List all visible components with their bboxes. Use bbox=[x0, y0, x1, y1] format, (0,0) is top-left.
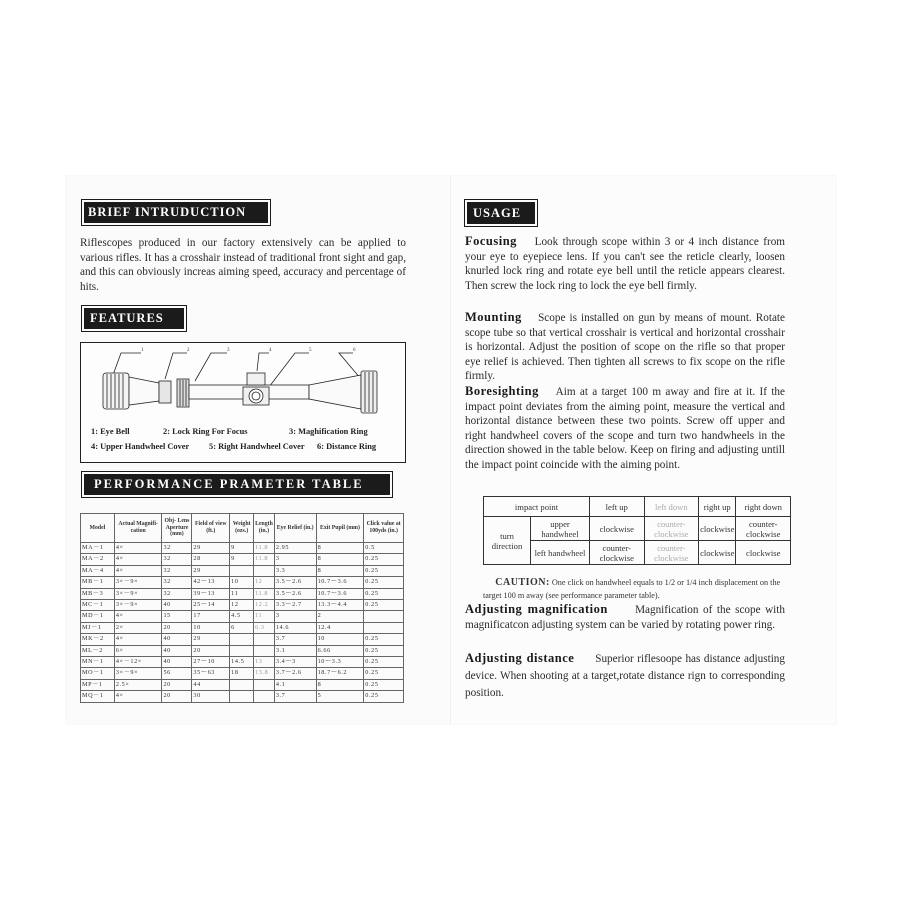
table-cell: MP－1 bbox=[81, 679, 115, 690]
table-cell: 3 bbox=[274, 611, 316, 622]
table-cell: 4× bbox=[114, 543, 162, 554]
callout-2: 2 bbox=[187, 348, 190, 353]
table-cell: 4.5 bbox=[230, 611, 254, 622]
perf-header-8: Click value at 100yds (in.) bbox=[364, 514, 404, 543]
table-cell: 0.25 bbox=[364, 565, 404, 576]
table-cell: 10 bbox=[316, 634, 364, 645]
table-cell: 29 bbox=[192, 543, 230, 554]
table-cell: 4× bbox=[114, 611, 162, 622]
table-cell: 2 bbox=[316, 611, 364, 622]
table-cell: 13.3～4.4 bbox=[316, 600, 364, 611]
upper-right-down: counter-clockwise bbox=[736, 517, 791, 541]
table-cell: ML－2 bbox=[81, 645, 115, 656]
table-cell: 12.2 bbox=[254, 600, 275, 611]
table-cell: 11 bbox=[254, 611, 275, 622]
right-page bbox=[451, 176, 836, 724]
table-cell: 17 bbox=[192, 611, 230, 622]
table-cell: 6 bbox=[230, 622, 254, 633]
table-cell: 8 bbox=[316, 543, 364, 554]
table-row bbox=[81, 634, 404, 645]
table-cell: 3×－9× bbox=[114, 588, 162, 599]
adjusting-magnification-text: Magnification of the scope with magnificatcon adjusting system can be varied by rotating power ring. bbox=[465, 604, 785, 631]
table-cell: 40 bbox=[162, 634, 192, 645]
performance-table-header bbox=[81, 514, 404, 543]
col-left-down: left down bbox=[644, 497, 699, 517]
boresighting-text: Aim at a target 100 m away and fire at it. If the impact point deviates from the aiming point, measure the vertical and horizontal distance between these two points. Screw off upper and right handwheel covers of the scope and turn two handwheels in the direction showed in the table below. Keep on firing and adjusting untill the impact point coincide with the aiming point. bbox=[465, 386, 785, 471]
table-cell: 9 bbox=[230, 543, 254, 554]
table-cell: 3.7～2.6 bbox=[274, 668, 316, 679]
table-cell: 0.25 bbox=[364, 657, 404, 668]
left-page bbox=[66, 176, 451, 724]
table-cell: 0.25 bbox=[364, 634, 404, 645]
table-cell: 11.8 bbox=[254, 588, 275, 599]
table-row bbox=[81, 691, 404, 702]
table-cell: MA－2 bbox=[81, 554, 115, 565]
table-cell: 6× bbox=[114, 645, 162, 656]
table-cell: 3.1 bbox=[274, 645, 316, 656]
table-cell: 20 bbox=[162, 622, 192, 633]
table-cell: 3 bbox=[274, 554, 316, 565]
table-cell: 20 bbox=[162, 691, 192, 702]
table-cell: 0.25 bbox=[364, 554, 404, 565]
table-cell: 32 bbox=[162, 565, 192, 576]
upper-handwheel-label: upper handwheel bbox=[531, 517, 590, 541]
focusing-text: Look through scope within 3 or 4 inch distance from your eye to eyepiece lens. If you can't see the reticle clearly, loosen knurled lock ring and rotate eye bell until the reticle appears clearest. Then screw the lock ring to lock the eye bell firmly. bbox=[465, 236, 786, 292]
adjusting-magnification-section bbox=[465, 602, 785, 632]
table-cell: 27～10 bbox=[192, 657, 230, 668]
table-cell: 10 bbox=[192, 622, 230, 633]
adjusting-distance-heading: Adjusting distance bbox=[465, 651, 575, 665]
table-cell: 3.4～3 bbox=[274, 657, 316, 668]
table-row bbox=[81, 543, 404, 554]
table-cell: 3.3 bbox=[274, 565, 316, 576]
table-cell: 4× bbox=[114, 691, 162, 702]
table-cell: MB－1 bbox=[81, 577, 115, 588]
lower-left-down: counter-clockwise bbox=[644, 541, 699, 565]
legend-magnification-ring: 3: Maghification Ring bbox=[289, 427, 368, 436]
table-cell: 12 bbox=[230, 600, 254, 611]
table-row bbox=[81, 565, 404, 576]
usage-heading: USAGE bbox=[467, 202, 535, 224]
table-cell: 35～63 bbox=[192, 668, 230, 679]
table-cell bbox=[230, 679, 254, 690]
legend-right-handwheel: 5: Right Handwheel Cover bbox=[209, 442, 305, 451]
table-cell: 8 bbox=[316, 565, 364, 576]
table-cell: 10.7～3.6 bbox=[316, 588, 364, 599]
table-cell: 0.25 bbox=[364, 668, 404, 679]
table-cell bbox=[364, 622, 404, 633]
table-cell: 0.25 bbox=[364, 691, 404, 702]
legend-eye-bell: 1: Eye Bell bbox=[91, 427, 130, 436]
table-cell: 3.5～2.6 bbox=[274, 588, 316, 599]
left-handwheel-label: left handwheel bbox=[531, 541, 590, 565]
impact-point-header: impact point bbox=[484, 497, 590, 517]
table-cell: 12 bbox=[254, 577, 275, 588]
table-cell: 3.7 bbox=[274, 634, 316, 645]
table-cell: 40 bbox=[162, 645, 192, 656]
table-cell: MC－1 bbox=[81, 600, 115, 611]
table-cell: 40 bbox=[162, 657, 192, 668]
lower-right-up: clockwise bbox=[699, 541, 736, 565]
performance-table bbox=[80, 513, 404, 703]
table-cell: 8 bbox=[316, 554, 364, 565]
table-cell: 12.4 bbox=[316, 622, 364, 633]
table-cell: 8 bbox=[316, 679, 364, 690]
performance-table-body bbox=[81, 543, 404, 703]
focusing-section bbox=[465, 234, 785, 293]
direction-table bbox=[483, 496, 791, 565]
col-right-up: right up bbox=[699, 497, 736, 517]
table-cell: 4× bbox=[114, 554, 162, 565]
table-cell bbox=[230, 691, 254, 702]
table-cell: 32 bbox=[162, 554, 192, 565]
table-cell: MB－3 bbox=[81, 588, 115, 599]
caution-text: One click on handwheel equals to 1/2 or 1/4 inch displacement on the target 100 m away (see performance parameter table). bbox=[483, 578, 781, 600]
table-cell: MD－1 bbox=[81, 611, 115, 622]
table-cell: 2× bbox=[114, 622, 162, 633]
caution-heading: CAUTION: bbox=[495, 577, 550, 588]
table-row bbox=[81, 645, 404, 656]
perf-header-6: Eye Relief (in.) bbox=[274, 514, 316, 543]
perf-header-5: Length (in.) bbox=[254, 514, 275, 543]
perf-header-7: Exit Pupil (mm) bbox=[316, 514, 364, 543]
table-cell: 10～3.3 bbox=[316, 657, 364, 668]
table-cell: 11 bbox=[230, 588, 254, 599]
focusing-heading: Focusing bbox=[465, 234, 517, 248]
scope-diagram bbox=[80, 342, 406, 463]
caution-note bbox=[483, 576, 793, 602]
table-cell: 32 bbox=[162, 588, 192, 599]
perf-header-2: Obj- Lens Aperture (mm) bbox=[162, 514, 192, 543]
table-cell: 18 bbox=[230, 668, 254, 679]
col-right-down: right down bbox=[736, 497, 791, 517]
table-cell: MA－4 bbox=[81, 565, 115, 576]
table-cell: 14.6 bbox=[274, 622, 316, 633]
table-cell: 0.25 bbox=[364, 679, 404, 690]
table-cell: 40 bbox=[162, 600, 192, 611]
table-cell: 3×－9× bbox=[114, 600, 162, 611]
table-cell: 6.3 bbox=[254, 622, 275, 633]
table-cell bbox=[254, 645, 275, 656]
perf-header-0: Model bbox=[81, 514, 115, 543]
table-cell: 4×－12× bbox=[114, 657, 162, 668]
lower-right-down: clockwise bbox=[736, 541, 791, 565]
table-row bbox=[81, 554, 404, 565]
table-cell: 2.5× bbox=[114, 679, 162, 690]
table-cell: 3.5～2.6 bbox=[274, 577, 316, 588]
table-cell: 3×－9× bbox=[114, 668, 162, 679]
table-row bbox=[81, 679, 404, 690]
brief-introduction-heading: BRIEF INTRUDUCTION bbox=[84, 202, 268, 223]
table-cell: 18.7～6.2 bbox=[316, 668, 364, 679]
perf-header-1: Actual Magnifi- cation bbox=[114, 514, 162, 543]
table-cell: 13 bbox=[254, 657, 275, 668]
table-cell bbox=[230, 634, 254, 645]
callout-1: 1 bbox=[141, 348, 144, 353]
table-cell: 0.25 bbox=[364, 577, 404, 588]
callout-6: 6 bbox=[353, 348, 356, 353]
turn-direction-label: turn direction bbox=[484, 517, 531, 565]
brief-introduction-text: Riflescopes produced in our factory extensively can be applied to various rifles. It has a crosshair instead of traditional front sight and gap, and this can obviously increas aiming speed, accuracy and percentage of hits. bbox=[80, 237, 406, 293]
legend-lock-ring: 2: Lock Ring For Focus bbox=[163, 427, 248, 436]
table-cell: 30 bbox=[192, 691, 230, 702]
table-cell: 14.5 bbox=[230, 657, 254, 668]
table-row bbox=[81, 588, 404, 599]
table-cell: 11.8 bbox=[254, 554, 275, 565]
table-cell: 39～13 bbox=[192, 588, 230, 599]
legend-upper-handwheel: 4: Upper Handwheel Cover bbox=[91, 442, 190, 451]
table-cell: 6.66 bbox=[316, 645, 364, 656]
mounting-heading: Mounting bbox=[465, 310, 522, 324]
table-cell: MK－2 bbox=[81, 634, 115, 645]
boresighting-heading: Boresighting bbox=[465, 384, 539, 398]
col-left-up: left up bbox=[590, 497, 645, 517]
table-cell bbox=[254, 634, 275, 645]
table-row bbox=[81, 622, 404, 633]
mounting-section bbox=[465, 310, 785, 384]
table-cell: 32 bbox=[162, 543, 192, 554]
table-cell: MQ－1 bbox=[81, 691, 115, 702]
table-cell: 20 bbox=[162, 679, 192, 690]
table-cell: 44 bbox=[192, 679, 230, 690]
perf-header-3: Field of view (ft.) bbox=[192, 514, 230, 543]
table-cell: 5 bbox=[316, 691, 364, 702]
table-cell: 4× bbox=[114, 634, 162, 645]
performance-table-heading: PERFORMANCE PRAMETER TABLE bbox=[84, 474, 390, 495]
table-row bbox=[81, 657, 404, 668]
adjusting-magnification-heading: Adjusting magnification bbox=[465, 602, 608, 616]
legend-distance-ring: 6: Distance Ring bbox=[317, 442, 377, 451]
table-cell: 56 bbox=[162, 668, 192, 679]
table-cell: 2.95 bbox=[274, 543, 316, 554]
table-cell: 9 bbox=[230, 554, 254, 565]
upper-right-up: clockwise bbox=[699, 517, 736, 541]
table-cell: 20 bbox=[192, 645, 230, 656]
table-cell: 10 bbox=[230, 577, 254, 588]
boresighting-section bbox=[465, 384, 785, 473]
table-cell: 42～13 bbox=[192, 577, 230, 588]
table-cell bbox=[230, 565, 254, 576]
table-cell: 4× bbox=[114, 565, 162, 576]
table-cell bbox=[254, 679, 275, 690]
table-row bbox=[81, 600, 404, 611]
table-cell: 25～14 bbox=[192, 600, 230, 611]
table-cell: 0.25 bbox=[364, 600, 404, 611]
table-cell: 15 bbox=[162, 611, 192, 622]
table-cell: 11.8 bbox=[254, 543, 275, 554]
table-cell: 28 bbox=[192, 554, 230, 565]
table-row bbox=[81, 668, 404, 679]
table-cell: 0.25 bbox=[364, 588, 404, 599]
table-cell: MO－1 bbox=[81, 668, 115, 679]
table-cell: 32 bbox=[162, 577, 192, 588]
table-cell bbox=[254, 565, 275, 576]
upper-left-down: counter-clockwise bbox=[644, 517, 699, 541]
table-cell: MA－1 bbox=[81, 543, 115, 554]
adjusting-distance-section bbox=[465, 650, 785, 702]
table-cell: 3.7 bbox=[274, 691, 316, 702]
table-cell: 29 bbox=[192, 634, 230, 645]
table-cell: 3.3～2.7 bbox=[274, 600, 316, 611]
features-heading: FEATURES bbox=[84, 308, 184, 329]
table-cell: 13.8 bbox=[254, 668, 275, 679]
callout-4: 4 bbox=[269, 348, 272, 353]
manual-sheet bbox=[66, 176, 836, 724]
table-cell: MJ－1 bbox=[81, 622, 115, 633]
table-cell: MN－1 bbox=[81, 657, 115, 668]
perf-header-4: Weight (ozs.) bbox=[230, 514, 254, 543]
table-cell: 29 bbox=[192, 565, 230, 576]
table-row bbox=[81, 577, 404, 588]
table-cell bbox=[230, 645, 254, 656]
mounting-text: Scope is installed on gun by means of mount. Rotate scope tube so that vertical crosshair is vertical and horizontal crosshair is horizontal. Adjust the position of scope on the rifle so that proper eye relief is achieved. Then tighten all screws to fix scope on the rifle firmly. bbox=[465, 312, 786, 383]
table-cell: 0.5 bbox=[364, 543, 404, 554]
table-cell: 10.7～3.6 bbox=[316, 577, 364, 588]
callout-5: 5 bbox=[309, 348, 312, 353]
upper-left-up: clockwise bbox=[590, 517, 645, 541]
table-cell: 0.25 bbox=[364, 645, 404, 656]
lower-left-up: counter-clockwise bbox=[590, 541, 645, 565]
table-cell bbox=[364, 611, 404, 622]
callout-3: 3 bbox=[227, 348, 230, 353]
adjusting-distance-text: Superior riflesoope has distance adjusting device. When shooting at a target,rotate distance rign to corresponding position. bbox=[465, 653, 785, 699]
table-cell: 3×－9× bbox=[114, 577, 162, 588]
table-row bbox=[81, 611, 404, 622]
table-cell: 4.1 bbox=[274, 679, 316, 690]
table-cell bbox=[254, 691, 275, 702]
